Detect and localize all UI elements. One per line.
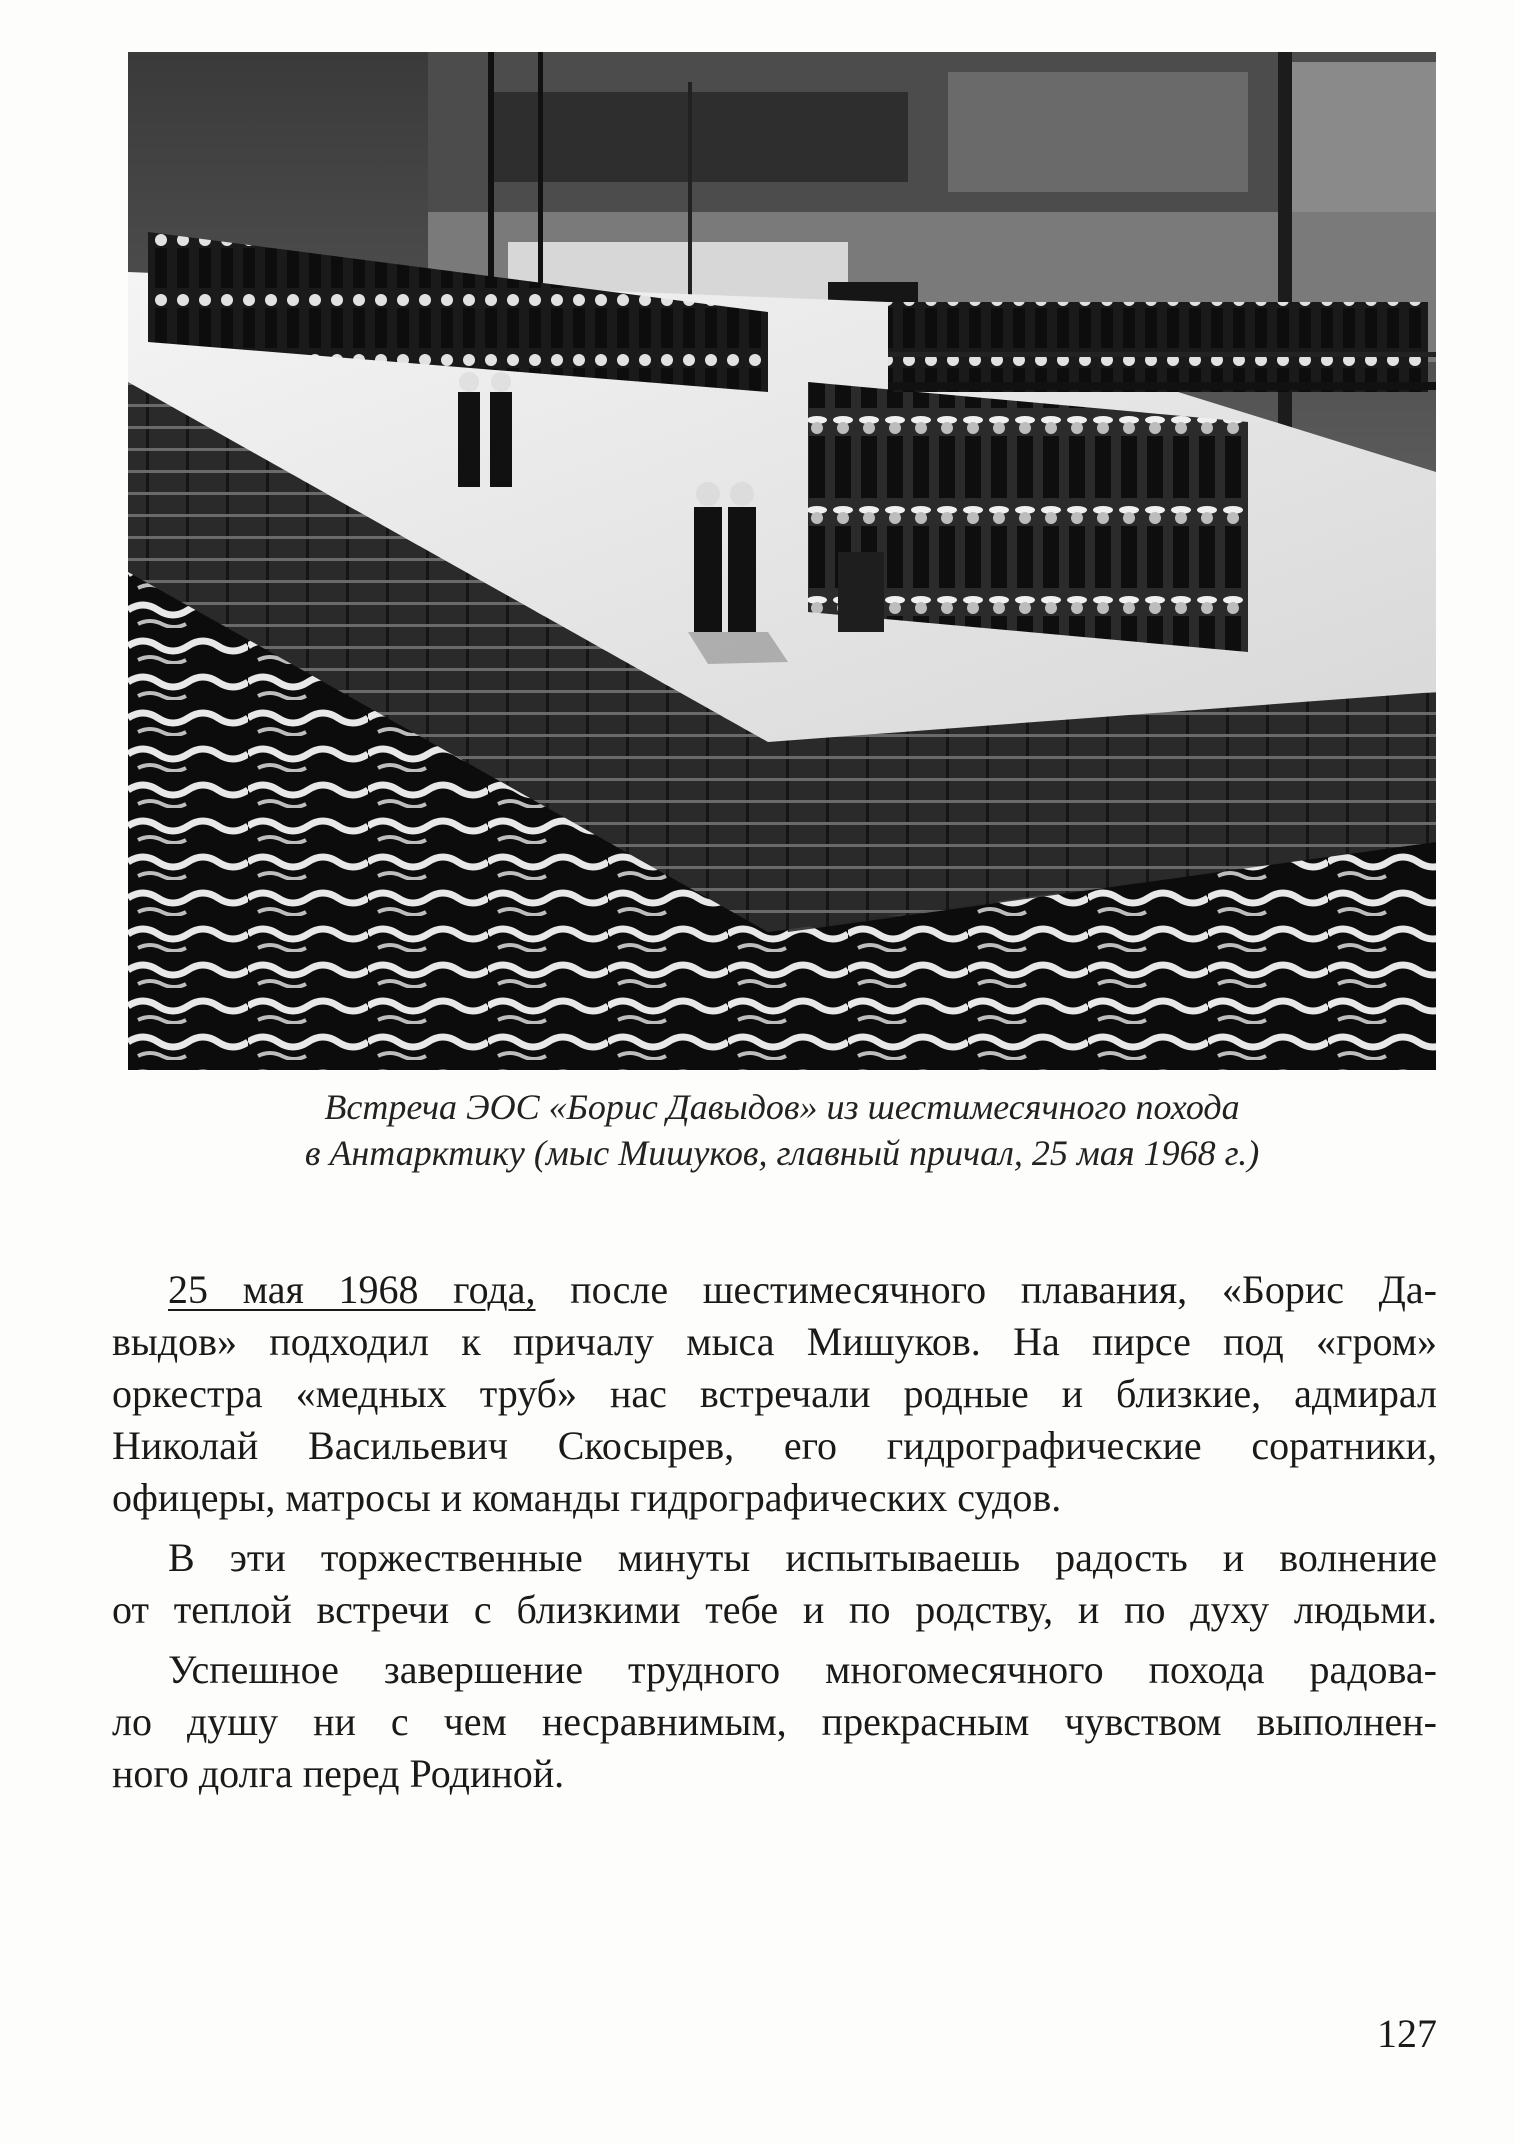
text-line: Успешное завершение трудного многомесячного похода радова- <box>168 1647 1437 1692</box>
text-line: офицеры, матросы и команды гидрографических судов. <box>112 1475 1062 1520</box>
pier-photo-icon <box>128 52 1436 1070</box>
caption-line: в Антарктику (мыс Мишуков, главный причал, 25 мая 1968 г.) <box>304 1133 1260 1173</box>
text-fragment: после шестимесячного плавания, «Борис Да- <box>535 1267 1437 1312</box>
body-text <box>112 1264 1437 1808</box>
text-line: Николай Васильевич Скосырев, его гидрографические соратники, <box>112 1423 1437 1468</box>
text-line: выдов» подходил к причалу мыса Мишуков. На пирсе под «гром» <box>112 1319 1437 1364</box>
date-highlight: 25 мая 1968 года, <box>168 1267 536 1312</box>
paragraph <box>112 1532 1437 1636</box>
text-line <box>112 1264 1437 1316</box>
text-line: В эти торжественные минуты испытываешь радость и волнение <box>168 1535 1437 1580</box>
photo-caption <box>128 1084 1436 1176</box>
paragraph <box>112 1264 1437 1524</box>
paragraph <box>112 1644 1437 1800</box>
archival-photo <box>128 52 1436 1070</box>
caption-line: Встреча ЭОС «Борис Давыдов» из шестимесячного похода <box>324 1087 1240 1127</box>
text-line: оркестра «медных труб» нас встречали родные и близкие, адмирал <box>112 1371 1437 1416</box>
text-line: ло душу ни с чем несравнимым, прекрасным чувством выполнен- <box>112 1699 1437 1744</box>
text-line: от теплой встречи с близкими тебе и по родству, и по духу людьми. <box>112 1587 1437 1632</box>
page-number: 127 <box>1377 2011 1437 2056</box>
text-line: ного долга перед Родиной. <box>112 1751 565 1796</box>
